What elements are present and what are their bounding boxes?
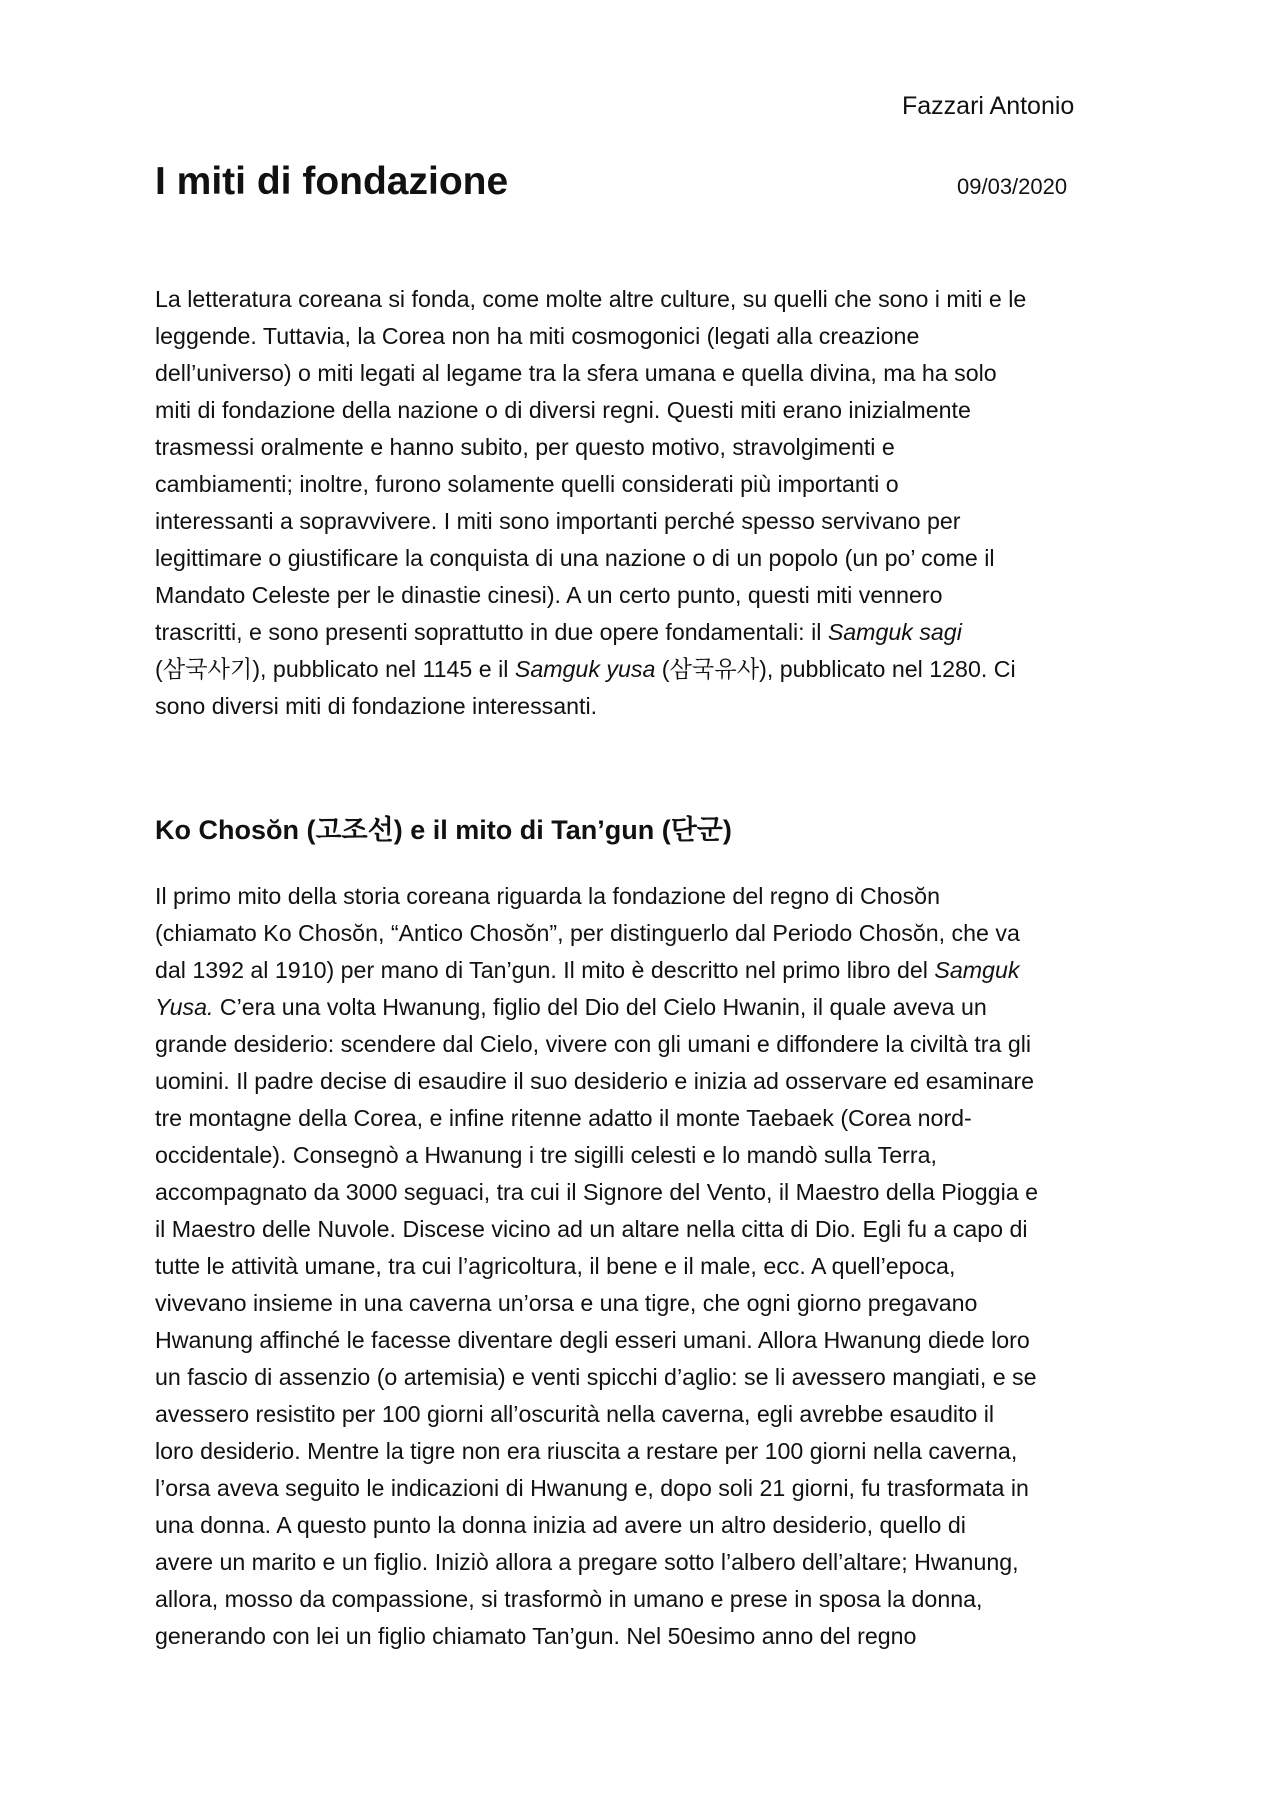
document-title: I miti di fondazione	[155, 160, 509, 203]
text-line: una donna. A questo punto la donna inizia ad avere un altro desiderio, quello di	[155, 1512, 966, 1538]
text-run: trascritti, e sono presenti soprattutto in due opere fondamentali: il	[155, 619, 828, 645]
book-title-samguk-sagi: Samguk sagi	[827, 619, 962, 645]
text-line: interessanti a sopravvivere. I miti sono importanti perché spesso servivano per	[155, 508, 961, 534]
text-line: uomini. Il padre decise di esaudire il suo desiderio e inizia ad osservare ed esaminare	[155, 1068, 1035, 1094]
text-line: generando con lei un figlio chiamato Tan’gun. Nel 50esimo anno del regno	[155, 1623, 917, 1649]
text-line: Il primo mito della storia coreana riguarda la fondazione del regno di Chosŏn	[155, 883, 940, 909]
text-line: Hwanung affinché le facesse diventare degli esseri umani. Allora Hwanung diede loro	[155, 1327, 1030, 1353]
document-date: 09/03/2020	[957, 174, 1068, 199]
text-line	[155, 651, 1145, 688]
text-line: avere un marito e un figlio. Iniziò allora a pregare sotto l’albero dell’altare; Hwanung,	[155, 1549, 1019, 1575]
section-heading: Ko Chosŏn (고조선) e il mito di Tan’gun (단군)	[155, 815, 732, 845]
text-line: Mandato Celeste per le dinastie cinesi). A un certo punto, questi miti vennero	[155, 582, 943, 608]
text-line: allora, mosso da compassione, si trasformò in umano e prese in sposa la donna,	[155, 1586, 983, 1612]
text-line: vivevano insieme in una caverna un’orsa e una tigre, che ogni giorno pregavano	[155, 1290, 978, 1316]
intro-paragraph	[155, 281, 1145, 725]
section-paragraph	[155, 878, 1145, 1655]
text-line	[155, 952, 1145, 989]
book-title-samguk-yusa: Samguk yusa	[514, 656, 656, 682]
text-line: il Maestro delle Nuvole. Discese vicino ad un altare nella citta di Dio. Egli fu a capo di	[155, 1216, 1028, 1242]
text-run: C’era una volta Hwanung, figlio del Dio del Cielo Hwanin, il quale aveva un	[213, 994, 987, 1020]
text-line: miti di fondazione della nazione o di diversi regni. Questi miti erano inizialmente	[155, 397, 971, 423]
text-line: tutte le attività umane, tra cui l’agricoltura, il bene e il male, ecc. A quell’epoca,	[155, 1253, 956, 1279]
text-line: dell’universo) o miti legati al legame tra la sfera umana e quella divina, ma ha solo	[155, 360, 997, 386]
author-name: Fazzari Antonio	[902, 92, 1075, 120]
text-run: (삼국사기), pubblicato nel 1145 e il	[155, 656, 515, 682]
text-run: dal 1392 al 1910) per mano di Tan’gun. Il mito è descritto nel primo libro del	[155, 957, 935, 983]
text-line	[155, 989, 1145, 1026]
text-line: avessero resistito per 100 giorni all’oscurità nella caverna, egli avrebbe esaudito il	[155, 1401, 995, 1427]
book-title-yusa: Yusa.	[155, 994, 214, 1020]
text-line: occidentale). Consegnò a Hwanung i tre sigilli celesti e lo mandò sulla Terra,	[155, 1142, 937, 1168]
text-line: sono diversi miti di fondazione interessanti.	[155, 693, 598, 719]
text-line: leggende. Tuttavia, la Corea non ha miti cosmogonici (legati alla creazione	[155, 323, 920, 349]
text-line: l’orsa aveva seguito le indicazioni di Hwanung e, dopo soli 21 giorni, fu trasformata in	[155, 1475, 1029, 1501]
text-line: loro desiderio. Mentre la tigre non era riuscita a restare per 100 giorni nella caverna,	[155, 1438, 1018, 1464]
text-line: grande desiderio: scendere dal Cielo, vivere con gli umani e diffondere la civiltà tra gli	[155, 1031, 1032, 1057]
text-run: (삼국유사), pubblicato nel 1280. Ci	[655, 656, 1016, 682]
text-line: un fascio di assenzio (o artemisia) e venti spicchi d’aglio: se li avessero mangiati, e se	[155, 1364, 1037, 1390]
text-line: La letteratura coreana si fonda, come molte altre culture, su quelli che sono i miti e le	[155, 286, 1027, 312]
text-line: (chiamato Ko Chosŏn, “Antico Chosŏn”, per distinguerlo dal Periodo Chosŏn, che va	[155, 920, 1020, 946]
text-line: trasmessi oralmente e hanno subito, per questo motivo, stravolgimenti e	[155, 434, 895, 460]
book-title-samguk: Samguk	[934, 957, 1020, 983]
text-line: accompagnato da 3000 seguaci, tra cui il Signore del Vento, il Maestro della Pioggia e	[155, 1179, 1038, 1205]
text-line: tre montagne della Corea, e infine ritenne adatto il monte Taebaek (Corea nord-	[155, 1105, 972, 1131]
text-line	[155, 614, 1145, 651]
text-line: cambiamenti; inoltre, furono solamente quelli considerati più importanti o	[155, 471, 899, 497]
text-line: legittimare o giustificare la conquista di una nazione o di un popolo (un po’ come il	[155, 545, 995, 571]
